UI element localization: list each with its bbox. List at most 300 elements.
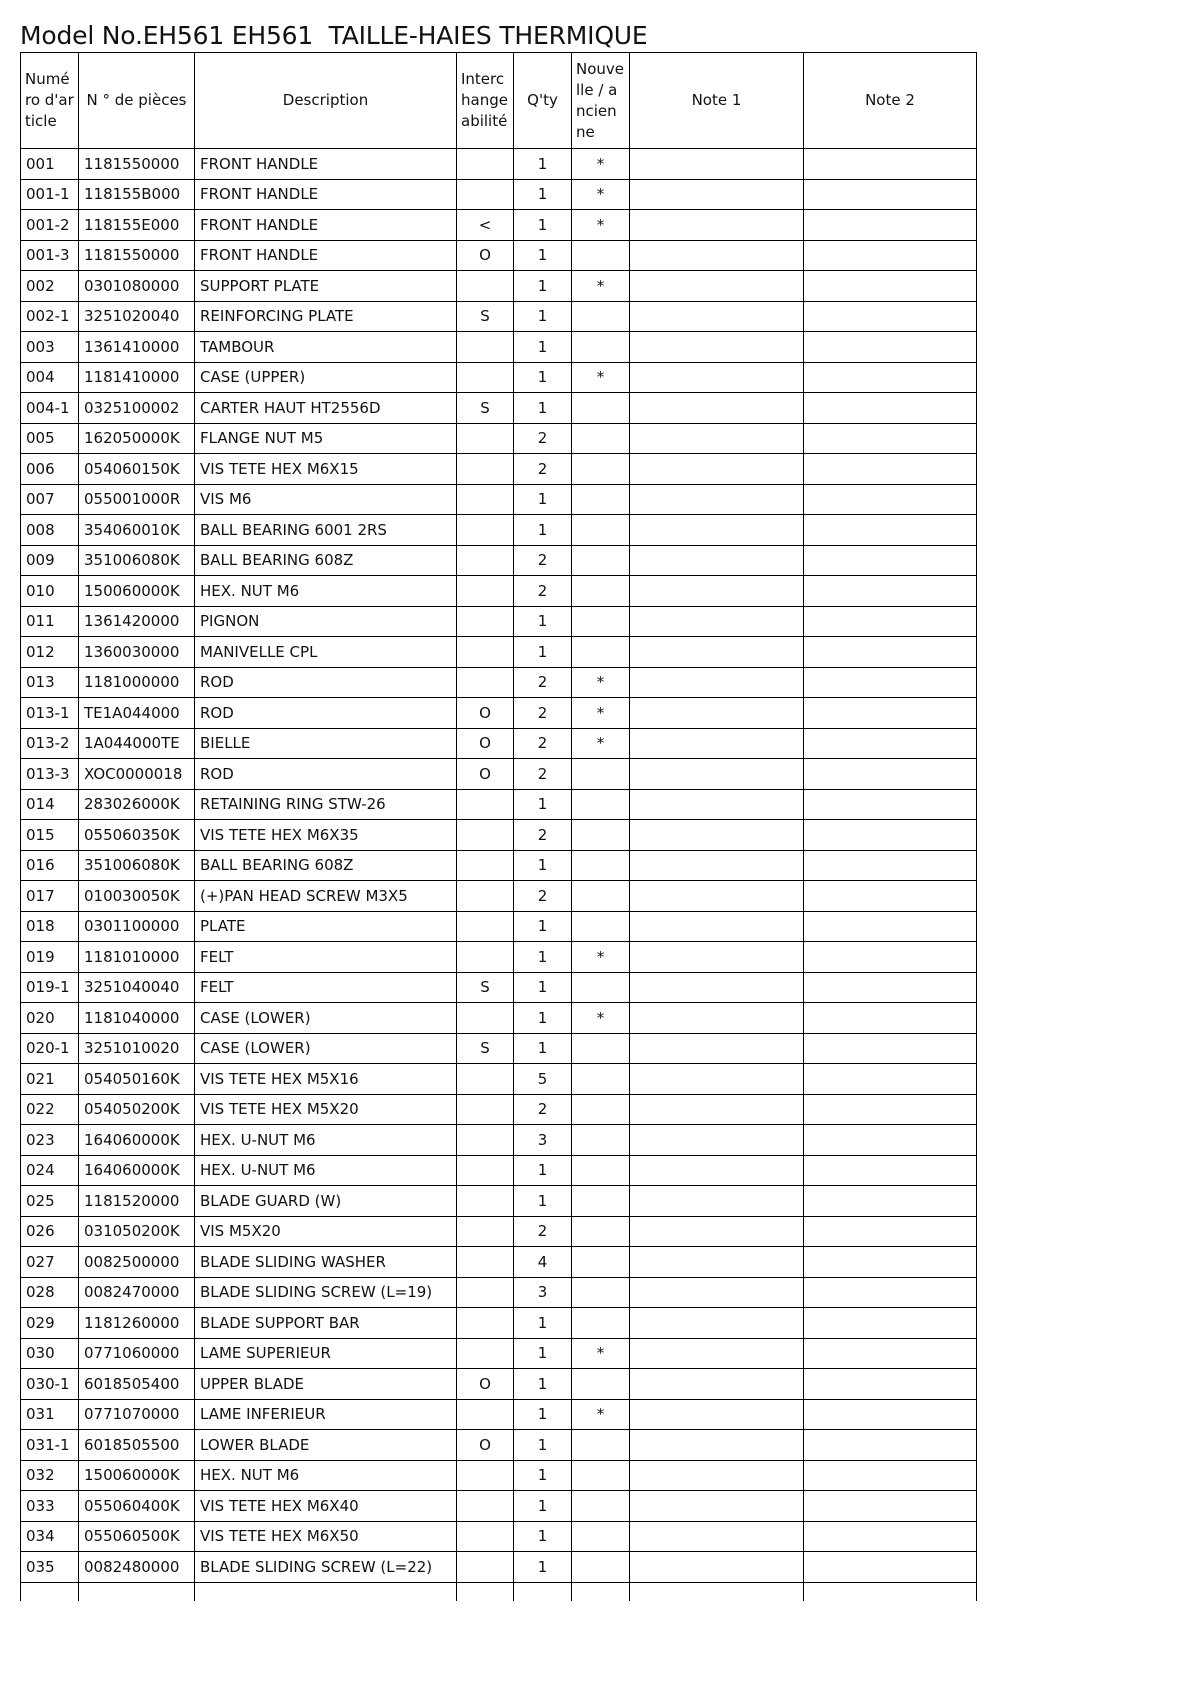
cell-item-number: 033 bbox=[21, 1491, 79, 1522]
cell-part-number: 055060400K bbox=[79, 1491, 195, 1522]
cell-quantity: 1 bbox=[514, 1399, 572, 1430]
cell-note-1 bbox=[630, 1308, 804, 1339]
cell-quantity: 1 bbox=[514, 972, 572, 1003]
table-body bbox=[21, 149, 977, 1601]
cell-description: VIS TETE HEX M6X40 bbox=[195, 1491, 457, 1522]
cell-interchangeability bbox=[457, 1216, 514, 1247]
cell-interchangeability bbox=[457, 515, 514, 546]
cell-note-2 bbox=[804, 1277, 977, 1308]
cell-description: REINFORCING PLATE bbox=[195, 301, 457, 332]
cell-quantity: 1 bbox=[514, 1308, 572, 1339]
table-row bbox=[21, 362, 977, 393]
cell-item-number: 008 bbox=[21, 515, 79, 546]
cell-note-2 bbox=[804, 1460, 977, 1491]
cell-part-number: 1181550000 bbox=[79, 149, 195, 180]
cell-item-number: 031 bbox=[21, 1399, 79, 1430]
cell-note-2 bbox=[804, 484, 977, 515]
cell-part-number: 1181520000 bbox=[79, 1186, 195, 1217]
cell-note-1 bbox=[630, 332, 804, 363]
table-row bbox=[21, 606, 977, 637]
table-row bbox=[21, 850, 977, 881]
cell-item-number: 034 bbox=[21, 1521, 79, 1552]
cell-description: BALL BEARING 608Z bbox=[195, 545, 457, 576]
cell-description: FRONT HANDLE bbox=[195, 240, 457, 271]
cell-interchangeability bbox=[457, 637, 514, 668]
cell-description: VIS M6 bbox=[195, 484, 457, 515]
cell-interchangeability bbox=[457, 1186, 514, 1217]
cell-item-number: 032 bbox=[21, 1460, 79, 1491]
cell-description: FRONT HANDLE bbox=[195, 149, 457, 180]
cell-part-number: 054050200K bbox=[79, 1094, 195, 1125]
cell-part-number: 351006080K bbox=[79, 850, 195, 881]
cell-note-1 bbox=[630, 454, 804, 485]
cell-quantity: 3 bbox=[514, 1277, 572, 1308]
table-row bbox=[21, 1369, 977, 1400]
cell-note-2 bbox=[804, 728, 977, 759]
cell-item-number: 023 bbox=[21, 1125, 79, 1156]
cell-description: ROD bbox=[195, 698, 457, 729]
cell-note-1 bbox=[630, 1369, 804, 1400]
cell-note-2 bbox=[804, 1491, 977, 1522]
empty-cell bbox=[630, 1582, 804, 1601]
cell-note-2 bbox=[804, 1308, 977, 1339]
cell-new-old: * bbox=[572, 210, 630, 241]
cell-interchangeability: O bbox=[457, 759, 514, 790]
cell-interchangeability bbox=[457, 576, 514, 607]
table-row bbox=[21, 1094, 977, 1125]
table-row bbox=[21, 1125, 977, 1156]
cell-description: CASE (UPPER) bbox=[195, 362, 457, 393]
cell-quantity: 1 bbox=[514, 332, 572, 363]
cell-part-number: 0082470000 bbox=[79, 1277, 195, 1308]
cell-interchangeability: O bbox=[457, 1430, 514, 1461]
cell-note-2 bbox=[804, 210, 977, 241]
table-row bbox=[21, 637, 977, 668]
cell-quantity: 1 bbox=[514, 1369, 572, 1400]
cell-new-old bbox=[572, 545, 630, 576]
cell-item-number: 012 bbox=[21, 637, 79, 668]
cell-quantity: 1 bbox=[514, 179, 572, 210]
cell-note-1 bbox=[630, 1521, 804, 1552]
cell-quantity: 2 bbox=[514, 1216, 572, 1247]
cell-note-2 bbox=[804, 179, 977, 210]
cell-note-2 bbox=[804, 332, 977, 363]
cell-new-old bbox=[572, 301, 630, 332]
cell-description: VIS TETE HEX M5X16 bbox=[195, 1064, 457, 1095]
table-row bbox=[21, 1430, 977, 1461]
cell-part-number: 354060010K bbox=[79, 515, 195, 546]
cell-new-old bbox=[572, 881, 630, 912]
cell-part-number: 3251040040 bbox=[79, 972, 195, 1003]
cell-item-number: 022 bbox=[21, 1094, 79, 1125]
table-row bbox=[21, 1399, 977, 1430]
cell-note-1 bbox=[630, 606, 804, 637]
cell-item-number: 018 bbox=[21, 911, 79, 942]
cell-description: FELT bbox=[195, 972, 457, 1003]
cell-description: VIS TETE HEX M5X20 bbox=[195, 1094, 457, 1125]
cell-new-old bbox=[572, 454, 630, 485]
cell-note-1 bbox=[630, 1033, 804, 1064]
cell-item-number: 030 bbox=[21, 1338, 79, 1369]
cell-quantity: 1 bbox=[514, 515, 572, 546]
cell-note-2 bbox=[804, 1155, 977, 1186]
cell-quantity: 1 bbox=[514, 484, 572, 515]
table-row bbox=[21, 1247, 977, 1278]
cell-description: CASE (LOWER) bbox=[195, 1003, 457, 1034]
cell-note-2 bbox=[804, 545, 977, 576]
cell-note-2 bbox=[804, 1094, 977, 1125]
cell-note-2 bbox=[804, 881, 977, 912]
cell-interchangeability bbox=[457, 1552, 514, 1583]
cell-note-2 bbox=[804, 423, 977, 454]
cell-item-number: 002-1 bbox=[21, 301, 79, 332]
cell-item-number: 031-1 bbox=[21, 1430, 79, 1461]
cell-item-number: 021 bbox=[21, 1064, 79, 1095]
cell-interchangeability: S bbox=[457, 972, 514, 1003]
cell-item-number: 004-1 bbox=[21, 393, 79, 424]
table-row bbox=[21, 1308, 977, 1339]
cell-note-1 bbox=[630, 1460, 804, 1491]
cell-quantity: 2 bbox=[514, 667, 572, 698]
cell-quantity: 1 bbox=[514, 1430, 572, 1461]
cell-description: CASE (LOWER) bbox=[195, 1033, 457, 1064]
cell-new-old: * bbox=[572, 149, 630, 180]
cell-new-old bbox=[572, 1277, 630, 1308]
cell-description: VIS TETE HEX M6X15 bbox=[195, 454, 457, 485]
cell-item-number: 027 bbox=[21, 1247, 79, 1278]
cell-description: ROD bbox=[195, 759, 457, 790]
cell-note-1 bbox=[630, 1247, 804, 1278]
cell-part-number: 283026000K bbox=[79, 789, 195, 820]
cell-note-1 bbox=[630, 1125, 804, 1156]
cell-quantity: 1 bbox=[514, 271, 572, 302]
cell-part-number: 0325100002 bbox=[79, 393, 195, 424]
cell-item-number: 001-3 bbox=[21, 240, 79, 271]
cell-note-2 bbox=[804, 362, 977, 393]
cell-new-old: * bbox=[572, 271, 630, 302]
cell-item-number: 029 bbox=[21, 1308, 79, 1339]
cell-item-number: 013-3 bbox=[21, 759, 79, 790]
empty-cell bbox=[804, 1582, 977, 1601]
cell-item-number: 019 bbox=[21, 942, 79, 973]
cell-new-old bbox=[572, 1491, 630, 1522]
cell-note-1 bbox=[630, 423, 804, 454]
cell-description: BLADE SUPPORT BAR bbox=[195, 1308, 457, 1339]
cell-quantity: 3 bbox=[514, 1125, 572, 1156]
cell-item-number: 002 bbox=[21, 271, 79, 302]
cell-note-2 bbox=[804, 820, 977, 851]
cell-note-1 bbox=[630, 942, 804, 973]
table-row bbox=[21, 545, 977, 576]
cell-description: ROD bbox=[195, 667, 457, 698]
cell-new-old bbox=[572, 1155, 630, 1186]
cell-note-2 bbox=[804, 1186, 977, 1217]
cell-description: HEX. U-NUT M6 bbox=[195, 1155, 457, 1186]
cell-item-number: 011 bbox=[21, 606, 79, 637]
cell-description: (+)PAN HEAD SCREW M3X5 bbox=[195, 881, 457, 912]
cell-interchangeability bbox=[457, 1155, 514, 1186]
cell-note-2 bbox=[804, 789, 977, 820]
cell-interchangeability bbox=[457, 1277, 514, 1308]
cell-quantity: 1 bbox=[514, 1338, 572, 1369]
cell-note-2 bbox=[804, 1369, 977, 1400]
cell-note-1 bbox=[630, 393, 804, 424]
cell-interchangeability bbox=[457, 423, 514, 454]
cell-description: BLADE SLIDING SCREW (L=19) bbox=[195, 1277, 457, 1308]
cell-part-number: 3251010020 bbox=[79, 1033, 195, 1064]
cell-note-1 bbox=[630, 850, 804, 881]
table-row bbox=[21, 820, 977, 851]
cell-note-2 bbox=[804, 942, 977, 973]
cell-interchangeability bbox=[457, 1338, 514, 1369]
cell-part-number: 055060350K bbox=[79, 820, 195, 851]
cell-quantity: 1 bbox=[514, 637, 572, 668]
cell-interchangeability bbox=[457, 332, 514, 363]
cell-item-number: 009 bbox=[21, 545, 79, 576]
cell-note-2 bbox=[804, 1003, 977, 1034]
cell-interchangeability bbox=[457, 1399, 514, 1430]
cell-note-2 bbox=[804, 637, 977, 668]
cell-quantity: 1 bbox=[514, 301, 572, 332]
cell-description: FRONT HANDLE bbox=[195, 210, 457, 241]
cell-interchangeability bbox=[457, 454, 514, 485]
header-new-old: Nouvelle / ancienne bbox=[572, 53, 630, 149]
cell-interchangeability: O bbox=[457, 698, 514, 729]
cell-new-old bbox=[572, 1033, 630, 1064]
cell-note-1 bbox=[630, 911, 804, 942]
cell-note-1 bbox=[630, 515, 804, 546]
cell-part-number: 3251020040 bbox=[79, 301, 195, 332]
table-row bbox=[21, 1521, 977, 1552]
cell-part-number: TE1A044000 bbox=[79, 698, 195, 729]
cell-item-number: 013-2 bbox=[21, 728, 79, 759]
empty-cell bbox=[79, 1582, 195, 1601]
cell-interchangeability bbox=[457, 545, 514, 576]
cell-item-number: 007 bbox=[21, 484, 79, 515]
cell-quantity: 1 bbox=[514, 1491, 572, 1522]
cell-part-number: 150060000K bbox=[79, 576, 195, 607]
table-row bbox=[21, 179, 977, 210]
cell-quantity: 2 bbox=[514, 728, 572, 759]
cell-description: CARTER HAUT HT2556D bbox=[195, 393, 457, 424]
table-row bbox=[21, 1155, 977, 1186]
cell-interchangeability bbox=[457, 911, 514, 942]
table-row bbox=[21, 301, 977, 332]
cell-part-number: 055001000R bbox=[79, 484, 195, 515]
cell-quantity: 1 bbox=[514, 606, 572, 637]
cell-note-1 bbox=[630, 1430, 804, 1461]
cell-note-2 bbox=[804, 1521, 977, 1552]
table-row bbox=[21, 1064, 977, 1095]
table-row bbox=[21, 1033, 977, 1064]
cell-quantity: 1 bbox=[514, 1552, 572, 1583]
cell-new-old bbox=[572, 1521, 630, 1552]
cell-description: LAME INFERIEUR bbox=[195, 1399, 457, 1430]
empty-cell bbox=[514, 1582, 572, 1601]
cell-note-2 bbox=[804, 515, 977, 546]
cell-description: SUPPORT PLATE bbox=[195, 271, 457, 302]
cell-part-number: 1181550000 bbox=[79, 240, 195, 271]
cell-quantity: 2 bbox=[514, 423, 572, 454]
table-row bbox=[21, 1460, 977, 1491]
cell-interchangeability: O bbox=[457, 728, 514, 759]
cell-part-number: XOC0000018 bbox=[79, 759, 195, 790]
cell-item-number: 006 bbox=[21, 454, 79, 485]
cell-quantity: 1 bbox=[514, 393, 572, 424]
page-title: Model No.EH561 EH561 TAILLE-HAIES THERMIQUE bbox=[20, 21, 648, 50]
cell-item-number: 020 bbox=[21, 1003, 79, 1034]
header-note-1: Note 1 bbox=[630, 53, 804, 149]
cell-note-2 bbox=[804, 576, 977, 607]
cell-quantity: 1 bbox=[514, 850, 572, 881]
header-interchangeability: Interchangeabilité bbox=[457, 53, 514, 149]
cell-part-number: 0082500000 bbox=[79, 1247, 195, 1278]
cell-quantity: 1 bbox=[514, 240, 572, 271]
cell-quantity: 2 bbox=[514, 576, 572, 607]
cell-item-number: 024 bbox=[21, 1155, 79, 1186]
cell-quantity: 4 bbox=[514, 1247, 572, 1278]
table-row bbox=[21, 271, 977, 302]
cell-part-number: 0082480000 bbox=[79, 1552, 195, 1583]
cell-new-old bbox=[572, 1094, 630, 1125]
cell-description: PLATE bbox=[195, 911, 457, 942]
empty-cell bbox=[195, 1582, 457, 1601]
cell-new-old bbox=[572, 515, 630, 546]
cell-item-number: 035 bbox=[21, 1552, 79, 1583]
cell-new-old bbox=[572, 1247, 630, 1278]
cell-item-number: 004 bbox=[21, 362, 79, 393]
cell-note-2 bbox=[804, 911, 977, 942]
cell-item-number: 010 bbox=[21, 576, 79, 607]
cell-item-number: 013 bbox=[21, 667, 79, 698]
cell-new-old: * bbox=[572, 1399, 630, 1430]
cell-note-1 bbox=[630, 1094, 804, 1125]
cell-description: PIGNON bbox=[195, 606, 457, 637]
header-item-number: Numéro d'article bbox=[21, 53, 79, 149]
cell-description: LAME SUPERIEUR bbox=[195, 1338, 457, 1369]
table-row bbox=[21, 332, 977, 363]
empty-cell bbox=[21, 1582, 79, 1601]
table-row bbox=[21, 759, 977, 790]
cell-quantity: 2 bbox=[514, 698, 572, 729]
cell-part-number: 1181000000 bbox=[79, 667, 195, 698]
cell-interchangeability: O bbox=[457, 1369, 514, 1400]
cell-new-old bbox=[572, 484, 630, 515]
table-row bbox=[21, 972, 977, 1003]
cell-new-old bbox=[572, 606, 630, 637]
cell-part-number: 0301100000 bbox=[79, 911, 195, 942]
cell-description: HEX. U-NUT M6 bbox=[195, 1125, 457, 1156]
cell-new-old bbox=[572, 240, 630, 271]
table-row bbox=[21, 728, 977, 759]
cell-part-number: 118155E000 bbox=[79, 210, 195, 241]
cell-new-old bbox=[572, 576, 630, 607]
cell-interchangeability: O bbox=[457, 240, 514, 271]
cell-note-2 bbox=[804, 1064, 977, 1095]
cell-new-old: * bbox=[572, 362, 630, 393]
cell-note-1 bbox=[630, 301, 804, 332]
cell-interchangeability bbox=[457, 850, 514, 881]
table-row bbox=[21, 515, 977, 546]
cell-item-number: 019-1 bbox=[21, 972, 79, 1003]
cell-part-number: 010030050K bbox=[79, 881, 195, 912]
cell-interchangeability bbox=[457, 881, 514, 912]
cell-quantity: 1 bbox=[514, 911, 572, 942]
cell-note-2 bbox=[804, 1399, 977, 1430]
cell-new-old bbox=[572, 423, 630, 454]
cell-quantity: 1 bbox=[514, 789, 572, 820]
cell-description: BLADE SLIDING SCREW (L=22) bbox=[195, 1552, 457, 1583]
cell-interchangeability: S bbox=[457, 301, 514, 332]
cell-note-1 bbox=[630, 728, 804, 759]
cell-new-old: * bbox=[572, 728, 630, 759]
cell-description: FRONT HANDLE bbox=[195, 179, 457, 210]
cell-new-old bbox=[572, 972, 630, 1003]
cell-description: FLANGE NUT M5 bbox=[195, 423, 457, 454]
cell-part-number: 118155B000 bbox=[79, 179, 195, 210]
cell-new-old: * bbox=[572, 698, 630, 729]
cell-part-number: 1A044000TE bbox=[79, 728, 195, 759]
cell-item-number: 001-2 bbox=[21, 210, 79, 241]
cell-note-2 bbox=[804, 667, 977, 698]
table-row bbox=[21, 423, 977, 454]
cell-note-1 bbox=[630, 881, 804, 912]
cell-note-2 bbox=[804, 1033, 977, 1064]
cell-part-number: 1181010000 bbox=[79, 942, 195, 973]
cell-note-2 bbox=[804, 972, 977, 1003]
cell-part-number: 054060150K bbox=[79, 454, 195, 485]
cell-interchangeability bbox=[457, 1308, 514, 1339]
cell-note-1 bbox=[630, 1338, 804, 1369]
cell-quantity: 2 bbox=[514, 881, 572, 912]
cell-note-1 bbox=[630, 820, 804, 851]
cell-quantity: 1 bbox=[514, 1003, 572, 1034]
cell-description: VIS TETE HEX M6X35 bbox=[195, 820, 457, 851]
cell-note-2 bbox=[804, 454, 977, 485]
cell-note-2 bbox=[804, 393, 977, 424]
cell-quantity: 1 bbox=[514, 1186, 572, 1217]
cell-part-number: 0771060000 bbox=[79, 1338, 195, 1369]
cell-interchangeability: S bbox=[457, 1033, 514, 1064]
cell-note-2 bbox=[804, 1247, 977, 1278]
cell-description: HEX. NUT M6 bbox=[195, 576, 457, 607]
cell-new-old: * bbox=[572, 942, 630, 973]
cell-interchangeability bbox=[457, 1247, 514, 1278]
header-note-2: Note 2 bbox=[804, 53, 977, 149]
table-row bbox=[21, 789, 977, 820]
cell-interchangeability bbox=[457, 271, 514, 302]
table-row-continuation bbox=[21, 1582, 977, 1601]
header-part-number: N ° de pièces bbox=[79, 53, 195, 149]
cell-quantity: 1 bbox=[514, 942, 572, 973]
cell-part-number: 054050160K bbox=[79, 1064, 195, 1095]
cell-part-number: 1360030000 bbox=[79, 637, 195, 668]
cell-interchangeability: < bbox=[457, 210, 514, 241]
cell-part-number: 1181260000 bbox=[79, 1308, 195, 1339]
cell-item-number: 013-1 bbox=[21, 698, 79, 729]
table-row bbox=[21, 1216, 977, 1247]
cell-item-number: 001 bbox=[21, 149, 79, 180]
cell-item-number: 001-1 bbox=[21, 179, 79, 210]
cell-description: BALL BEARING 6001 2RS bbox=[195, 515, 457, 546]
cell-interchangeability bbox=[457, 942, 514, 973]
table-row bbox=[21, 1552, 977, 1583]
table-row bbox=[21, 393, 977, 424]
cell-part-number: 164060000K bbox=[79, 1155, 195, 1186]
table-row bbox=[21, 1491, 977, 1522]
cell-note-2 bbox=[804, 1552, 977, 1583]
cell-description: BLADE GUARD (W) bbox=[195, 1186, 457, 1217]
